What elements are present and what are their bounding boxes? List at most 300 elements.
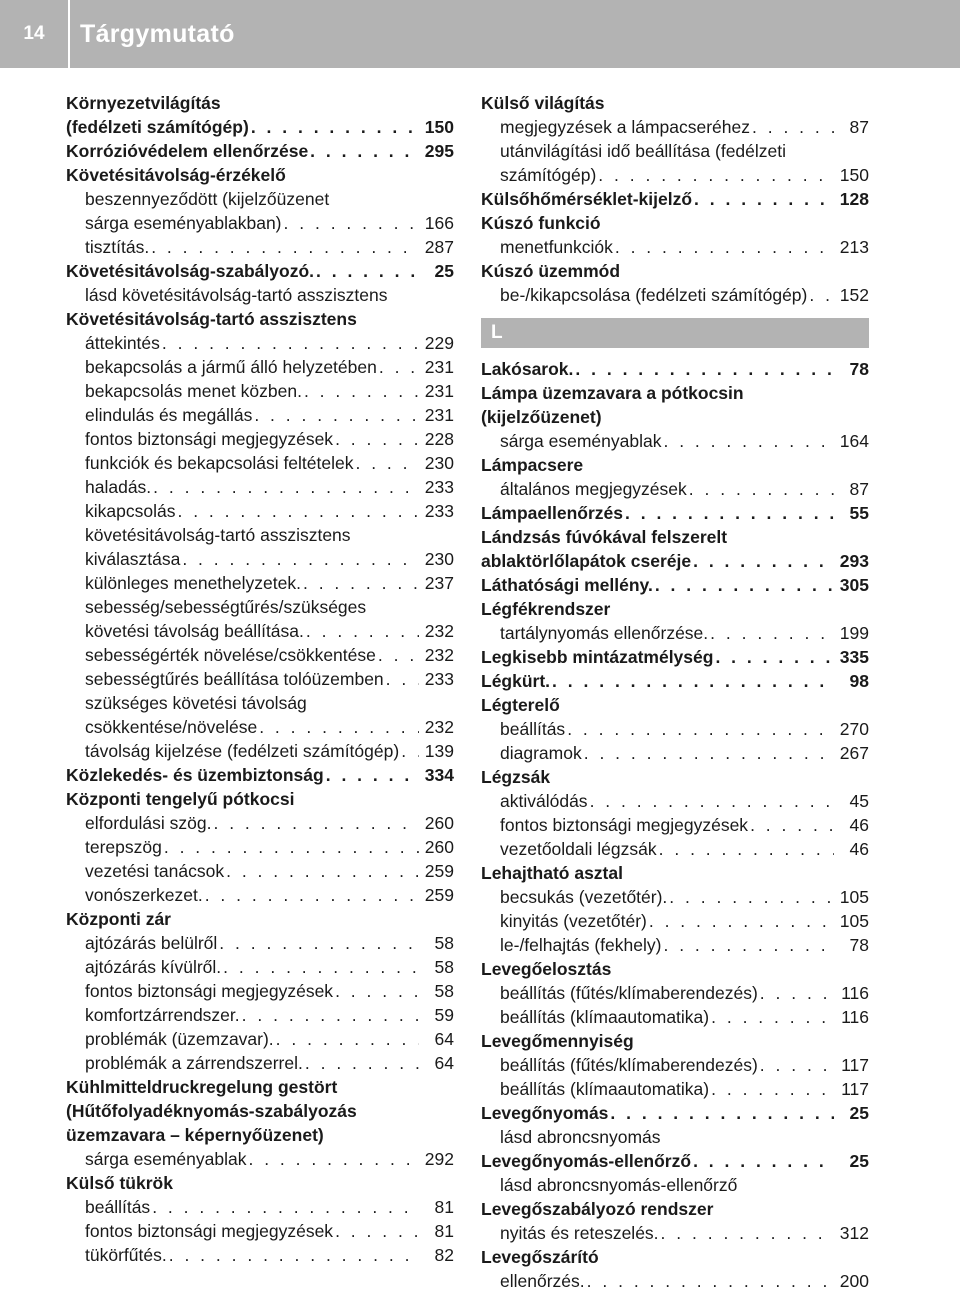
- page-reference: 128: [839, 189, 869, 209]
- index-group-k-continued: [481, 91, 869, 307]
- page-reference: 260: [424, 837, 454, 857]
- dot-leader: [355, 451, 419, 475]
- dot-leader: [151, 235, 419, 259]
- index-heading: [66, 139, 454, 163]
- index-subentry: [66, 379, 454, 403]
- entry-text: kikapcsolás: [85, 501, 176, 521]
- page-reference: 232: [424, 645, 454, 665]
- entry-text: beállítás: [500, 719, 566, 739]
- entry-text: Legkisebb mintázatmélység: [481, 647, 714, 667]
- entry-text: vonószerkezet.: [85, 885, 203, 905]
- index-subentry: [66, 355, 454, 379]
- entry-text: sárga eseményablakban): [85, 213, 282, 233]
- index-subentry: [481, 909, 869, 933]
- page-reference: 150: [424, 117, 454, 137]
- index-subentry: [66, 475, 454, 499]
- index-subentry: [66, 235, 454, 259]
- entry-text: Láthatósági mellény.: [481, 575, 653, 595]
- entry-text: vezetőoldali légzsák: [500, 839, 657, 859]
- index-subentry: [481, 885, 869, 909]
- dot-leader: [663, 933, 834, 957]
- dot-leader: [610, 1101, 834, 1125]
- dot-leader: [575, 357, 834, 381]
- index-subentry: [481, 429, 869, 453]
- dot-leader: [587, 1269, 834, 1293]
- entry-text: Követésitávolság-szabályozó.: [66, 261, 314, 281]
- page-reference: 45: [849, 791, 869, 811]
- index-subentry: [481, 981, 869, 1005]
- index-subentry: [481, 813, 869, 837]
- index-subentry: [66, 427, 454, 451]
- dot-leader: [226, 859, 419, 883]
- entry-text: diagramok: [500, 743, 582, 763]
- index-subentry: sebesség/sebességtűrés/szükséges: [85, 597, 367, 617]
- header-divider: [68, 0, 70, 68]
- index-subentry: [481, 283, 869, 307]
- entry-text: Lakósarok.: [481, 359, 574, 379]
- page-reference: 82: [434, 1245, 454, 1265]
- dot-leader: [669, 885, 834, 909]
- index-subentry: [66, 619, 454, 643]
- page-reference: 64: [434, 1029, 454, 1049]
- page-reference: 58: [434, 933, 454, 953]
- entry-text: tartálynyomás ellenőrzése.: [500, 623, 709, 643]
- dot-leader: [752, 115, 834, 139]
- index-heading: Követésitávolság-tartó asszisztens: [66, 309, 357, 329]
- page-reference: 152: [839, 285, 869, 305]
- page-reference: 200: [839, 1271, 869, 1291]
- entry-text: bekapcsolás a jármű álló helyzetében: [85, 357, 377, 377]
- entry-text: menetfunkciók: [500, 237, 613, 257]
- index-heading: [481, 501, 869, 525]
- index-heading: [481, 1101, 869, 1125]
- page-reference: 260: [424, 813, 454, 833]
- page-reference: 117: [841, 1055, 869, 1075]
- dot-leader: [750, 813, 834, 837]
- index-subentry: [66, 1051, 454, 1075]
- index-heading: [481, 669, 869, 693]
- dot-leader: [710, 621, 834, 645]
- page-reference: 139: [424, 741, 454, 761]
- page-reference: 78: [849, 935, 869, 955]
- dot-leader: [335, 979, 419, 1003]
- index-heading: Követésitávolság-érzékelő: [66, 165, 286, 185]
- entry-text: Levegőnyomás: [481, 1103, 609, 1123]
- entry-text: sebességérték növelése/csökkentése: [85, 645, 376, 665]
- page-reference: 58: [434, 981, 454, 1001]
- dot-leader: [760, 981, 834, 1005]
- index-heading: Külső tükrök: [66, 1173, 173, 1193]
- index-heading: [481, 357, 869, 381]
- dot-leader: [378, 643, 419, 667]
- dot-leader: [242, 1003, 419, 1027]
- page-reference: 231: [424, 381, 454, 401]
- dot-leader: [598, 163, 834, 187]
- index-subentry: [481, 235, 869, 259]
- dot-leader: [177, 499, 419, 523]
- page-reference: 233: [424, 669, 454, 689]
- page-reference: 58: [434, 957, 454, 977]
- page-reference: 230: [424, 453, 454, 473]
- section-letter-bar: L: [481, 318, 869, 348]
- index-group-l: [481, 357, 869, 1293]
- index-subentry: [481, 1005, 869, 1029]
- index-subentry: lásd abroncsnyomás-ellenőrző: [500, 1175, 738, 1195]
- page-reference: 87: [849, 479, 869, 499]
- page-reference: 312: [839, 1223, 869, 1243]
- page-reference: 232: [424, 621, 454, 641]
- index-heading: Levegőszabályozó rendszer: [481, 1199, 714, 1219]
- index-subentry: [481, 717, 869, 741]
- page-reference: 233: [424, 477, 454, 497]
- entry-text: le-/felhajtás (fekhely): [500, 935, 662, 955]
- entry-text: Lámpaellenőrzés: [481, 503, 623, 523]
- index-heading: Központi zár: [66, 909, 171, 929]
- index-subentry: [66, 643, 454, 667]
- page-reference: 116: [841, 1007, 869, 1027]
- index-subentry: [481, 1053, 869, 1077]
- page-reference: 270: [839, 719, 869, 739]
- dot-leader: [386, 667, 419, 691]
- entry-text: haladás.: [85, 477, 152, 497]
- entry-text: kiválasztása: [85, 549, 181, 569]
- entry-text: elfordulási szög.: [85, 813, 212, 833]
- dot-leader: [284, 211, 419, 235]
- page-reference: 259: [424, 861, 454, 881]
- dot-leader: [310, 139, 419, 163]
- entry-text: problémák a zárrendszerrel.: [85, 1053, 303, 1073]
- page-reference: 166: [424, 213, 454, 233]
- index-subentry: lásd abroncsnyomás: [500, 1127, 661, 1147]
- dot-leader: [661, 1221, 834, 1245]
- dot-leader: [809, 283, 834, 307]
- page-reference: 335: [839, 647, 869, 667]
- dot-leader: [326, 763, 419, 787]
- entry-text: becsukás (vezetőtér).: [500, 887, 668, 907]
- entry-text: áttekintés: [85, 333, 160, 353]
- index-subentry: [66, 211, 454, 235]
- page-reference: 231: [424, 405, 454, 425]
- entry-text: aktiválódás: [500, 791, 588, 811]
- index-subentry: [66, 499, 454, 523]
- index-subentry: [66, 979, 454, 1003]
- entry-text: fontos biztonsági megjegyzések: [500, 815, 749, 835]
- entry-text: ajtózárás belülről: [85, 933, 218, 953]
- page-number: 14: [23, 23, 45, 44]
- dot-leader: [335, 427, 419, 451]
- entry-text: ajtózárás kívülről.: [85, 957, 222, 977]
- index-subentry: [481, 1269, 869, 1293]
- page-reference: 267: [839, 743, 869, 763]
- index-subentry: [66, 1147, 454, 1171]
- entry-text: Közlekedés- és üzembiztonság: [66, 765, 324, 785]
- index-heading: Kühlmitteldruckregelung gestört: [66, 1077, 338, 1097]
- page-reference: 64: [434, 1053, 454, 1073]
- dot-leader: [182, 547, 419, 571]
- entry-text: terepszög: [85, 837, 162, 857]
- entry-text: távolság kijelzése (fedélzeti számítógép): [85, 741, 400, 761]
- entry-text: számítógép): [500, 165, 597, 185]
- index-heading: [66, 763, 454, 787]
- index-heading: Levegőszárító: [481, 1247, 599, 1267]
- dot-leader: [335, 1219, 419, 1243]
- index-subentry: [66, 403, 454, 427]
- dot-leader: [711, 1077, 834, 1101]
- index-heading: Légfékrendszer: [481, 599, 611, 619]
- page-reference: 213: [839, 237, 869, 257]
- entry-text: Külsőhőmérséklet-kijelző: [481, 189, 693, 209]
- page-reference: 228: [424, 429, 454, 449]
- index-heading: [481, 187, 869, 211]
- entry-text: bekapcsolás menet közben.: [85, 381, 302, 401]
- dot-leader: [663, 429, 834, 453]
- index-heading: Légzsák: [481, 767, 551, 787]
- entry-text: beállítás (fűtés/klímaberendezés): [500, 983, 758, 1003]
- index-heading: Központi tengelyű pótkocsi: [66, 789, 295, 809]
- index-heading: [481, 549, 869, 573]
- dot-leader: [694, 187, 834, 211]
- index-subentry: [66, 331, 454, 355]
- index-subentry: követésitávolság-tartó asszisztens: [85, 525, 351, 545]
- index-heading: [481, 645, 869, 669]
- dot-leader: [219, 931, 419, 955]
- page-header: [0, 0, 960, 68]
- page-reference: 87: [849, 117, 869, 137]
- entry-text: tisztítás.: [85, 237, 150, 257]
- dot-leader: [254, 403, 419, 427]
- entry-text: ellenőrzés.: [500, 1271, 585, 1291]
- page-reference: 105: [839, 887, 869, 907]
- index-subentry: [481, 789, 869, 813]
- dot-leader: [649, 909, 834, 933]
- page-reference: 81: [434, 1221, 454, 1241]
- entry-text: fontos biztonsági megjegyzések: [85, 429, 334, 449]
- index-heading: Lámpa üzemzavara a pótkocsin: [481, 383, 744, 403]
- page-reference: 46: [849, 815, 869, 835]
- entry-text: (fedélzeti számítógép): [66, 117, 249, 137]
- entry-text: Korrózióvédelem ellenőrzése: [66, 141, 309, 161]
- dot-leader: [305, 1051, 419, 1075]
- page-reference: 78: [849, 359, 869, 379]
- entry-text: tükörfűtés.: [85, 1245, 167, 1265]
- entry-text: problémák (üzemzavar).: [85, 1029, 274, 1049]
- page-reference: 98: [849, 671, 869, 691]
- index-subentry: utánvilágítási idő beállítása (fedélzeti: [500, 141, 787, 161]
- index-heading: Kúszó üzemmód: [481, 261, 621, 281]
- index-subentry: szükséges követési távolság: [85, 693, 307, 713]
- page-reference: 25: [434, 261, 454, 281]
- index-subentry: [66, 571, 454, 595]
- dot-leader: [169, 1243, 419, 1267]
- dot-leader: [659, 837, 834, 861]
- dot-leader: [711, 1005, 834, 1029]
- index-subentry: [66, 1003, 454, 1027]
- dot-leader: [164, 835, 419, 859]
- index-subentry: beszennyeződött (kijelzőüzenet: [85, 189, 330, 209]
- index-subentry: [481, 163, 869, 187]
- index-heading: [66, 259, 454, 283]
- index-subentry: [481, 621, 869, 645]
- page-reference: 25: [849, 1103, 869, 1123]
- index-subentry: [481, 933, 869, 957]
- index-subentry: [66, 811, 454, 835]
- entry-text: csökkentése/növelése: [85, 717, 258, 737]
- page-reference: 81: [434, 1197, 454, 1217]
- dot-leader: [251, 115, 419, 139]
- page-reference: 55: [849, 503, 869, 523]
- dot-leader: [655, 573, 834, 597]
- page-reference: 295: [424, 141, 454, 161]
- index-subentry: [66, 1195, 454, 1219]
- index-column-right: [481, 91, 869, 1293]
- dot-leader: [625, 501, 834, 525]
- entry-text: ablaktörlőlapátok cseréje: [481, 551, 692, 571]
- page-title: Tárgymutató: [80, 19, 235, 48]
- dot-leader: [584, 741, 834, 765]
- index-heading: Kúszó funkció: [481, 213, 601, 233]
- index-subentry: [481, 1221, 869, 1245]
- entry-text: sebességtűrés beállítása tolóüzemben: [85, 669, 384, 689]
- dot-leader: [248, 1147, 419, 1171]
- index-subentry: [66, 835, 454, 859]
- index-heading: (Hűtőfolyadéknyomás-szabályozás: [66, 1101, 357, 1121]
- entry-text: elindulás és megállás: [85, 405, 253, 425]
- page-reference: 305: [839, 575, 869, 595]
- index-heading: Levegőmennyiség: [481, 1031, 634, 1051]
- page-reference: 105: [839, 911, 869, 931]
- index-heading: Külső világítás: [481, 93, 605, 113]
- dot-leader: [304, 379, 419, 403]
- index-subentry: [481, 1077, 869, 1101]
- index-heading: [66, 115, 454, 139]
- page-reference: 231: [424, 357, 454, 377]
- entry-text: beállítás: [85, 1197, 151, 1217]
- dot-leader: [316, 259, 419, 283]
- page-reference: 292: [424, 1149, 454, 1169]
- page-reference: 230: [424, 549, 454, 569]
- page-reference: 117: [841, 1079, 869, 1099]
- index-subentry: [66, 547, 454, 571]
- index-heading: [481, 573, 869, 597]
- dot-leader: [552, 669, 834, 693]
- dot-leader: [715, 645, 834, 669]
- entry-text: beállítás (klímaautomatika): [500, 1079, 710, 1099]
- entry-text: sárga eseményablak: [500, 431, 662, 451]
- entry-text: sárga eseményablak: [85, 1149, 247, 1169]
- page-reference: 287: [424, 237, 454, 257]
- entry-text: Levegőnyomás-ellenőrző: [481, 1151, 692, 1171]
- page-reference: 46: [849, 839, 869, 859]
- index-subentry: [66, 1219, 454, 1243]
- page-reference: 334: [424, 765, 454, 785]
- dot-leader: [276, 1027, 419, 1051]
- index-subentry: [481, 477, 869, 501]
- page-reference: 232: [424, 717, 454, 737]
- index-subentry: [66, 739, 454, 763]
- index-heading: (kijelzőüzenet): [481, 407, 602, 427]
- entry-text: beállítás (fűtés/klímaberendezés): [500, 1055, 758, 1075]
- dot-leader: [205, 883, 419, 907]
- dot-leader: [760, 1053, 834, 1077]
- entry-text: követési távolság beállítása.: [85, 621, 304, 641]
- index-column-left: [66, 91, 454, 1267]
- page-reference: 229: [424, 333, 454, 353]
- index-subentry: [66, 931, 454, 955]
- page-reference: 199: [839, 623, 869, 643]
- index-subentry: [481, 741, 869, 765]
- index-heading: Lámpacsere: [481, 455, 584, 475]
- index-subentry: [66, 715, 454, 739]
- index-subentry: lásd követésitávolság-tartó asszisztens: [85, 285, 388, 305]
- entry-text: kinyitás (vezetőtér): [500, 911, 647, 931]
- index-heading: Lehajtható asztal: [481, 863, 623, 883]
- dot-leader: [379, 355, 419, 379]
- dot-leader: [615, 235, 834, 259]
- dot-leader: [259, 715, 419, 739]
- dot-leader: [567, 717, 834, 741]
- entry-text: megjegyzések a lámpacseréhez: [500, 117, 750, 137]
- dot-leader: [213, 811, 419, 835]
- entry-text: funkciók és bekapcsolási feltételek: [85, 453, 354, 473]
- page-reference: 164: [839, 431, 869, 451]
- dot-leader: [693, 549, 834, 573]
- entry-text: be-/kikapcsolása (fedélzeti számítógép): [500, 285, 808, 305]
- page-reference: 293: [839, 551, 869, 571]
- dot-leader: [689, 477, 834, 501]
- index-heading: Légterelő: [481, 695, 560, 715]
- dot-leader: [162, 331, 419, 355]
- dot-leader: [223, 955, 419, 979]
- page-reference: 150: [839, 165, 869, 185]
- index-subentry: [66, 859, 454, 883]
- entry-text: nyitás és reteszelés.: [500, 1223, 659, 1243]
- entry-text: beállítás (klímaautomatika): [500, 1007, 710, 1027]
- page-reference: 59: [434, 1005, 454, 1025]
- dot-leader: [401, 739, 419, 763]
- index-subentry: [481, 115, 869, 139]
- index-subentry: [66, 667, 454, 691]
- dot-leader: [693, 1149, 834, 1173]
- index-subentry: [66, 1243, 454, 1267]
- dot-leader: [153, 475, 419, 499]
- index-heading: üzemzavara – képernyőüzenet): [66, 1125, 324, 1145]
- entry-text: Légkürt.: [481, 671, 551, 691]
- entry-text: vezetési tanácsok: [85, 861, 225, 881]
- page-reference: 233: [424, 501, 454, 521]
- dot-leader: [306, 619, 419, 643]
- index-subentry: [66, 883, 454, 907]
- index-subentry: [481, 837, 869, 861]
- index-heading: Környezetvilágítás: [66, 93, 221, 113]
- page-reference: 237: [424, 573, 454, 593]
- entry-text: fontos biztonsági megjegyzések: [85, 981, 334, 1001]
- index-heading: Lándzsás fúvókával felszerelt: [481, 527, 728, 547]
- dot-leader: [590, 789, 834, 813]
- index-subentry: [66, 451, 454, 475]
- index-heading: Levegőelosztás: [481, 959, 612, 979]
- entry-text: komfortzárrendszer.: [85, 1005, 240, 1025]
- dot-leader: [303, 571, 419, 595]
- index-heading: [481, 1149, 869, 1173]
- entry-text: különleges menethelyzetek.: [85, 573, 301, 593]
- dot-leader: [152, 1195, 419, 1219]
- page-reference: 116: [841, 983, 869, 1003]
- index-subentry: [66, 1027, 454, 1051]
- entry-text: általános megjegyzések: [500, 479, 687, 499]
- index-subentry: [66, 955, 454, 979]
- entry-text: fontos biztonsági megjegyzések: [85, 1221, 334, 1241]
- page-reference: 25: [849, 1151, 869, 1171]
